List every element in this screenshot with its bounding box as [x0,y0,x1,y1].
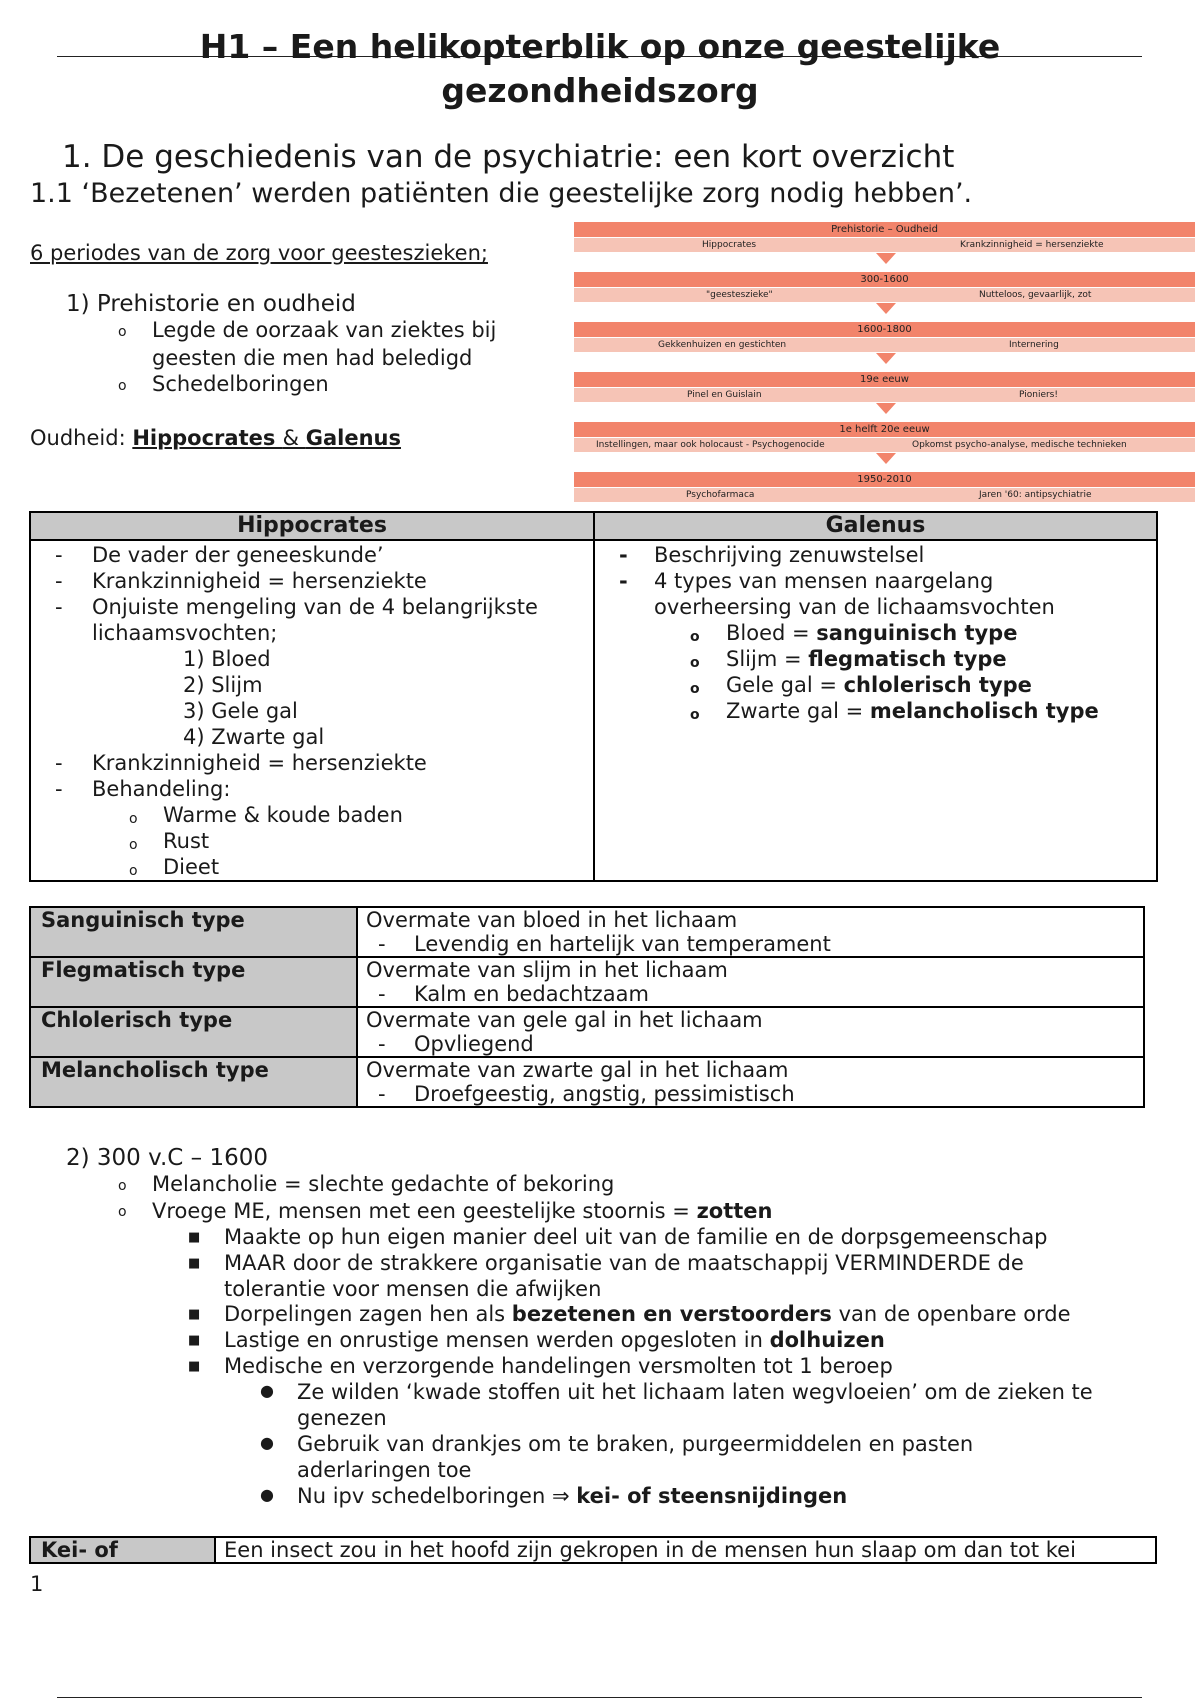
sub-bullet: Maakte op hun eigen manier deel uit van de familie en de dorpsgemeenschap [224,1225,1048,1249]
timeline-left: Hippocrates [702,240,757,250]
table-row [30,907,1144,957]
temperament-desc: Overmate van gele gal in het lichaam [366,1008,763,1032]
bullet-square-icon: ■ [188,1333,201,1348]
timeline-period: 1950-2010 [574,472,1195,487]
bullet-circle-icon: o [118,1178,127,1194]
period-2-bullet-2-bold: zotten [696,1199,773,1223]
timeline-right: Internering [1009,340,1059,350]
timeline-arrow-icon [876,403,896,414]
sub-bullet [224,1328,885,1352]
galenus-line: overheersing van de lichaamsvochten [654,595,1055,619]
temperament-trait: Opvliegend [414,1032,534,1056]
period-2-bullet-2 [152,1199,772,1223]
table-row [30,957,1144,1007]
period-2-bullet-2-text: Vroege ME, mensen met een geestelijke stoornis = [152,1199,697,1223]
periods-label: 6 periodes van de zorg voor geesteszieken; [30,241,488,265]
humor-item: 3) Gele gal [183,699,298,723]
galenus-link: Galenus [305,426,401,450]
table-row [30,1007,1144,1057]
sub-bullet-text: Dorpelingen zagen hen als [224,1302,512,1326]
sub-bullet-bold: dolhuizen [769,1328,885,1352]
timeline-detail [574,388,1195,402]
sub-bullet-text: Lastige en onrustige mensen werden opgesloten in [224,1328,770,1352]
humor-item: 4) Zwarte gal [183,725,325,749]
galenus-cell: - Beschrijving zenuwstelsel - 4 types van mensen naargelang overheersing van de lichaamsvochten o Bloed = sanguinisch type o Slijm = flegmatisch type o Gele gal = chlolerisch type o Zwarte gal = melancholisch type [594,540,1157,881]
timeline-arrow-icon [876,453,896,464]
timeline-left: Gekkenhuizen en gestichten [658,340,787,350]
bullet-dot-icon: ● [260,1381,274,1400]
timeline-left: Pinel en Guislain [687,390,762,400]
sub-sub-bullet-cont: aderlaringen toe [297,1458,472,1482]
period-1-bullet-1a: Legde de oorzaak van ziektes bij [152,318,497,342]
type-prefix: Gele gal = [726,673,844,697]
type-prefix: Slijm = [726,647,809,671]
type-name: sanguinisch type [816,621,1018,645]
treatment-item: Warme & koude baden [163,803,403,827]
timeline-period: 1e helft 20e eeuw [574,422,1195,437]
kei-text: Een insect zou in het hoofd zijn gekropen in de mensen hun slaap om dan tot kei [215,1537,1156,1563]
footer-rule [57,1697,1142,1698]
table-row [30,1057,1144,1107]
kei-label: Kei- of [30,1537,215,1563]
period-2-title: 2) 300 v.C – 1600 [66,1145,268,1171]
sub-bullet-text: van de openbare orde [831,1302,1071,1326]
temperament-type: Sanguinisch type [30,907,357,957]
timeline-period: Prehistorie – Oudheid [574,222,1195,237]
section-heading-1: 1. De geschiedenis van de psychiatrie: een kort overzicht [62,139,955,175]
sub-bullet-cont: tolerantie voor mensen die afwijken [224,1277,602,1301]
page-title-line1: H1 – Een helikopterblik op onze geestelijke [199,27,1001,66]
hippocrates-galenus-table [29,511,1158,882]
timeline-right: Pioniers! [1019,390,1058,400]
sub-bullet: MAAR door de strakkere organisatie van de maatschappij VERMINDERDE de [224,1251,1024,1275]
temperament-desc-cell: Overmate van slijm in het lichaam - Kalm en bedachtzaam [357,957,1144,1007]
sub-sub-bullet-cont: genezen [297,1406,387,1430]
timeline-arrow-icon [876,253,896,264]
sub-sub-bullet-text: Nu ipv schedelboringen ⇒ [297,1484,577,1508]
bullet-circle-icon: o [118,378,127,394]
timeline-left: "geesteszieke" [706,290,773,300]
type-prefix: Bloed = [726,621,817,645]
bullet-square-icon: ■ [188,1307,201,1322]
type-name: melancholisch type [869,699,1099,723]
temperament-desc-cell: Overmate van zwarte gal in het lichaam - Droefgeestig, angstig, pessimistisch [357,1057,1144,1107]
type-name: chlolerisch type [843,673,1032,697]
oudheid-amp: & [282,426,306,450]
sub-bullet-bold: bezetenen en verstoorders [511,1302,832,1326]
timeline-detail [574,238,1195,252]
kei-table [29,1536,1157,1564]
humor-item: 1) Bloed [183,647,271,671]
timeline-right: Krankzinnigheid = hersenziekte [960,240,1104,250]
galenus-line: Beschrijving zenuwstelsel [654,543,925,567]
sub-sub-bullet-bold: kei- of steensnijdingen [576,1484,848,1508]
bullet-square-icon: ■ [188,1230,201,1245]
sub-sub-bullet: Gebruik van drankjes om te braken, purgeermiddelen en pasten [297,1432,974,1456]
bullet-square-icon: ■ [188,1256,201,1271]
bullet-circle-icon: o [118,1204,127,1220]
temperament-type: Chlolerisch type [30,1007,357,1057]
temperament-desc: Overmate van slijm in het lichaam [366,958,728,982]
sub-sub-bullet [297,1484,847,1508]
humor-item: 2) Slijm [183,673,263,697]
timeline-period: 19e eeuw [574,372,1195,387]
temperament-type: Flegmatisch type [30,957,357,1007]
temperament-desc-cell: Overmate van gele gal in het lichaam - Opvliegend [357,1007,1144,1057]
page-number: 1 [30,1572,44,1596]
bullet-square-icon: ■ [188,1359,201,1374]
hippo-line: Behandeling: [92,777,231,801]
temperament-trait: Levendig en hartelijk van temperament [414,932,831,956]
treatment-item: Rust [163,829,210,853]
temperament-desc-cell: Overmate van bloed in het lichaam - Levendig en hartelijk van temperament [357,907,1144,957]
timeline-detail [574,488,1195,502]
timeline-detail [574,288,1195,302]
period-1-bullet-1b: geesten die men had beledigd [152,346,473,370]
bullet-circle-icon: o [118,324,127,340]
galenus-line: 4 types van mensen naargelang [654,569,994,593]
type-name: flegmatisch type [808,647,1007,671]
hippo-line: De vader der geneeskunde’ [92,543,384,567]
temperament-trait: Droefgeestig, angstig, pessimistisch [414,1082,795,1106]
timeline-detail [574,338,1195,352]
period-2-bullet-1: Melancholie = slechte gedachte of bekoring [152,1172,615,1196]
hippo-line: Krankzinnigheid = hersenziekte [92,751,427,775]
temperament-table [29,906,1145,1108]
table-header-hippocrates: Hippocrates [30,512,594,540]
period-1-bullet-2: Schedelboringen [152,372,329,396]
section-heading-1-1: 1.1 ‘Bezetenen’ werden patiënten die geestelijke zorg nodig hebben’. [30,178,973,209]
timeline-left: Psychofarmaca [686,490,755,500]
bullet-dot-icon: ● [260,1433,274,1452]
hippo-line: Onjuiste mengeling van de 4 belangrijkste [92,595,538,619]
oudheid-line [30,426,401,450]
temperament-desc: Overmate van bloed in het lichaam [366,908,738,932]
sub-bullet: Medische en verzorgende handelingen versmolten tot 1 beroep [224,1354,893,1378]
period-1-title: 1) Prehistorie en oudheid [66,291,356,317]
treatment-item: Dieet [163,855,220,879]
temperament-type: Melancholisch type [30,1057,357,1107]
timeline-right: Jaren '60: antipsychiatrie [979,490,1092,500]
timeline-arrow-icon [876,303,896,314]
hippo-line: Krankzinnigheid = hersenziekte [92,569,427,593]
timeline-detail [574,438,1195,452]
temperament-trait: Kalm en bedachtzaam [414,982,649,1006]
timeline-period: 300-1600 [574,272,1195,287]
temperament-desc: Overmate van zwarte gal in het lichaam [366,1058,789,1082]
timeline-left: Instellingen, maar ook holocaust - Psychogenocide [596,440,825,450]
sub-sub-bullet: Ze wilden ‘kwade stoffen uit het lichaam laten wegvloeien’ om de zieken te [297,1380,1093,1404]
hippocrates-cell: - De vader der geneeskunde’ - Krankzinnigheid = hersenziekte - Onjuiste mengeling van de 4 belangrijkste lichaamsvochten; 1) Bloed 2) Slijm 3) Gele gal 4) Zwarte gal - Krankzinnigheid = hersenziekte - Behandeling: o Warme & koude baden o Rust o Dieet [30,540,594,881]
timeline-right: Nutteloos, gevaarlijk, zot [979,290,1092,300]
timeline-arrow-icon [876,353,896,364]
oudheid-label: Oudheid: [30,426,133,450]
sub-bullet [224,1302,1071,1326]
table-header-galenus: Galenus [594,512,1157,540]
timeline-right: Opkomst psycho-analyse, medische technieken [912,440,1127,450]
bullet-dot-icon: ● [260,1485,274,1504]
hippocrates-link: Hippocrates [132,426,283,450]
timeline-period: 1600-1800 [574,322,1195,337]
hippo-line: lichaamsvochten; [92,621,278,645]
page-title-line2: gezondheidszorg [441,71,759,110]
type-prefix: Zwarte gal = [726,699,870,723]
